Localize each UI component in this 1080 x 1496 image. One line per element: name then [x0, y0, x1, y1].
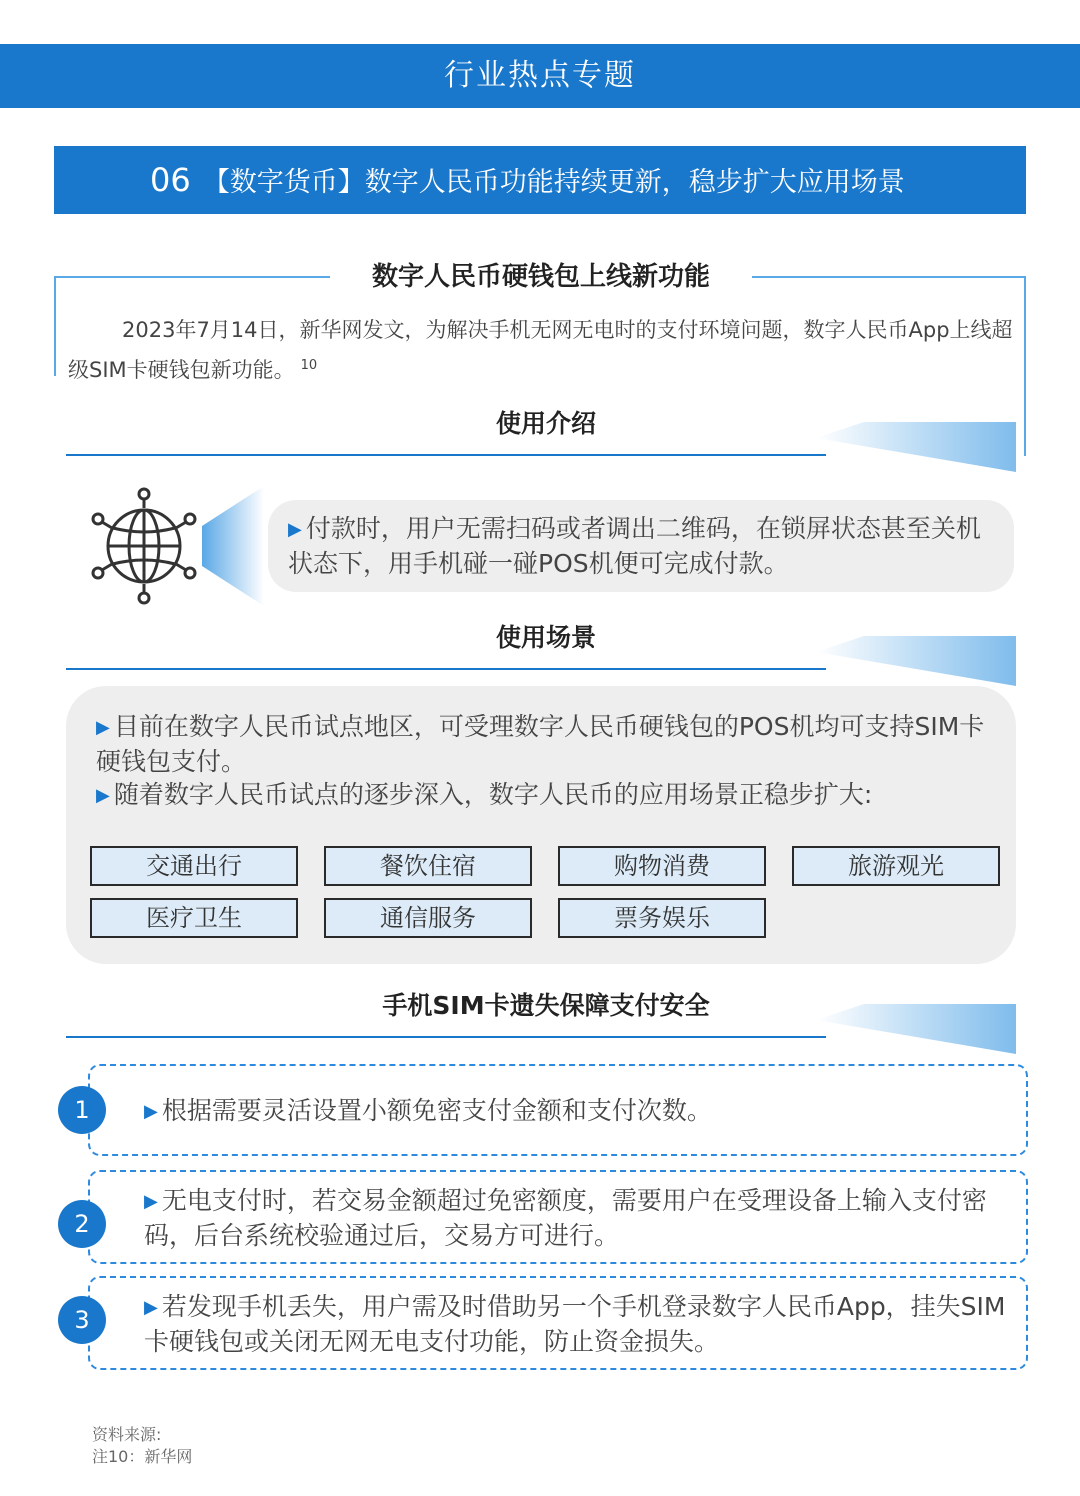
- heading-wedge-decoration: [816, 1002, 1016, 1054]
- bullet-triangle-icon: ▶: [288, 519, 302, 540]
- security-item-text: 若发现手机丢失，用户需及时借助另一个手机登录数字人民币App，挂失SIM卡硬钱包或关闭无网无电支付功能，防止资金损失。: [144, 1292, 1006, 1356]
- scene-tag: 医疗卫生: [90, 898, 298, 938]
- intro-text: 2023年7月14日，新华网发文，为解决手机无网无电时的支付环境问题，数字人民币App上线超级SIM卡硬钱包新功能。: [68, 318, 1013, 382]
- heading-rule: [66, 668, 826, 670]
- intro-footnote-ref: 10: [300, 358, 318, 373]
- security-item-number: 3: [58, 1296, 106, 1344]
- frame-border-top-left: [54, 276, 330, 278]
- usage-scenes-bullet-2: [96, 778, 996, 813]
- security-heading: [66, 986, 1026, 1046]
- scene-tag: 购物消费: [558, 846, 766, 886]
- scene-tag: 餐饮住宿: [324, 846, 532, 886]
- usage-intro-bullet: [288, 512, 988, 581]
- security-title: 手机SIM卡遗失保障支付安全: [382, 991, 710, 1020]
- globe-network-icon: [88, 486, 200, 606]
- section-title: 【数字货币】数字人民币功能持续更新，稳步扩大应用场景: [202, 167, 905, 198]
- frame-border-top-right: [752, 276, 1026, 278]
- intro-paragraph: [68, 313, 1016, 388]
- footnote: 注10：新华网: [92, 1447, 193, 1466]
- heading-wedge-decoration: [816, 634, 1016, 686]
- security-item-number: 1: [58, 1086, 106, 1134]
- security-item: [144, 1094, 1014, 1129]
- security-item-text: 根据需要灵活设置小额免密支付金额和支付次数。: [161, 1096, 712, 1125]
- box-title: 数字人民币硬钱包上线新功能: [371, 262, 710, 292]
- usage-intro-heading: [66, 404, 1026, 464]
- usage-scenes-bullet-1: [96, 710, 996, 779]
- section-number: 06: [150, 161, 191, 199]
- security-item-text: 无电支付时，若交易金额超过免密额度，需要用户在受理设备上输入支付密码，后台系统校验通过后，交易方可进行。: [144, 1186, 987, 1250]
- bullet-triangle-icon: ▶: [144, 1191, 158, 1212]
- source-label: 资料来源:: [92, 1425, 162, 1444]
- bullet-triangle-icon: ▶: [144, 1297, 158, 1318]
- usage-intro-text: 付款时，用户无需扫码或者调出二维码，在锁屏状态甚至关机状态下，用手机碰一碰POS机便可完成付款。: [288, 514, 981, 578]
- banner-title: 行业热点专题: [444, 58, 636, 93]
- section-header: [54, 146, 1026, 214]
- top-banner: [0, 44, 1080, 108]
- bullet-triangle-icon: ▶: [144, 1101, 158, 1122]
- usage-intro-panel: [268, 500, 1014, 592]
- security-item: [144, 1184, 1014, 1253]
- frame-border-left: [54, 276, 56, 376]
- scene-tag: 通信服务: [324, 898, 532, 938]
- usage-scenes-text-1: 目前在数字人民币试点地区，可受理数字人民币硬钱包的POS机均可支持SIM卡硬钱包支付。: [96, 712, 985, 776]
- usage-scenes-text-2: 随着数字人民币试点的逐步深入，数字人民币的应用场景正稳步扩大:: [113, 780, 873, 809]
- bullet-triangle-icon: ▶: [96, 785, 110, 806]
- usage-scenes-panel: [66, 686, 1016, 964]
- usage-intro-title: 使用介绍: [495, 409, 596, 438]
- heading-rule: [66, 1036, 826, 1038]
- heading-rule: [66, 454, 826, 456]
- scene-tag: 票务娱乐: [558, 898, 766, 938]
- scene-tag: 旅游观光: [792, 846, 1000, 886]
- security-item-number: 2: [58, 1200, 106, 1248]
- footer-source: [92, 1424, 192, 1468]
- heading-wedge-decoration: [816, 420, 1016, 472]
- spotlight-beam-decoration: [202, 486, 272, 606]
- bullet-triangle-icon: ▶: [96, 717, 110, 738]
- usage-scenes-heading: [66, 618, 1026, 678]
- security-item: [144, 1290, 1014, 1359]
- scene-tag: 交通出行: [90, 846, 298, 886]
- usage-scenes-title: 使用场景: [495, 623, 596, 652]
